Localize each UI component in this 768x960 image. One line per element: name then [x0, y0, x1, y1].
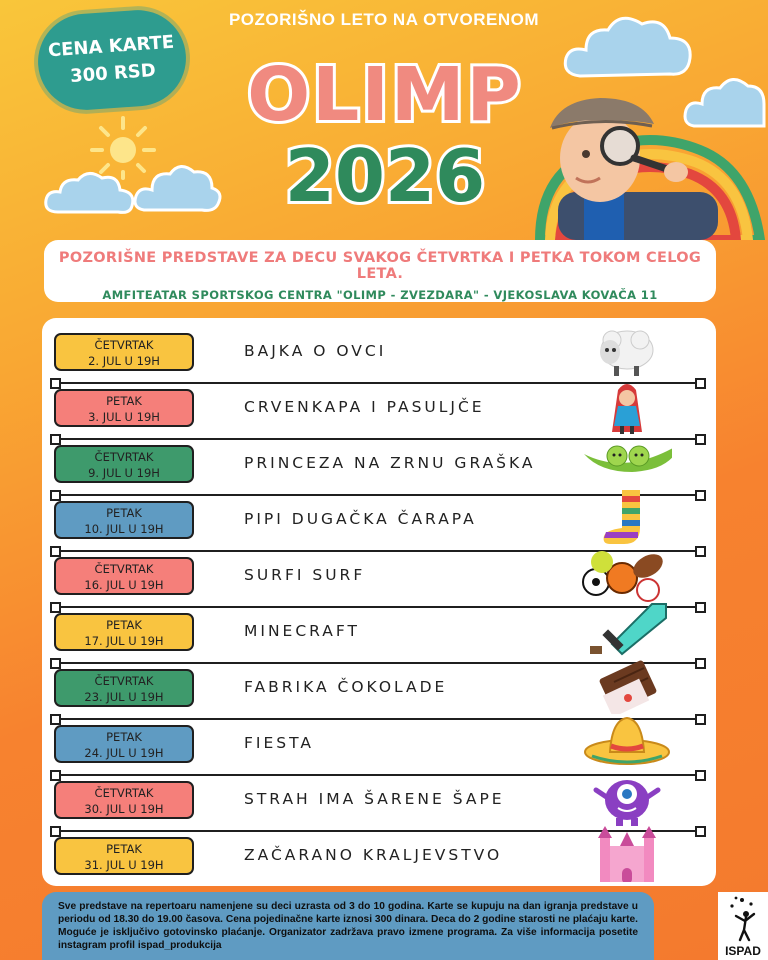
show-day: ČETVRTAK [94, 786, 154, 800]
show-date: 23. JUL U 19H [84, 690, 164, 704]
show-title: MINECRAFT [244, 622, 361, 640]
show-title: FIESTA [244, 734, 314, 752]
date-pill [54, 445, 194, 483]
monster-icon [582, 768, 672, 826]
date-pill [54, 389, 194, 427]
date-pill [54, 613, 194, 651]
info-venue: AMFITEATAR SPORTSKOG CENTRA "OLIMP - ZVEZDARA" - VJEKOSLAVA KOVAČA 11 [102, 288, 658, 302]
show-day: PETAK [106, 730, 142, 744]
program-row [42, 542, 716, 598]
date-pill [54, 333, 194, 371]
program-row [42, 374, 716, 430]
show-date: 16. JUL U 19H [84, 578, 164, 592]
chocolate-bar-icon [582, 656, 672, 714]
badge-price: 300 RSD [69, 60, 157, 87]
show-title: CRVENKAPA I PASULJČE [244, 398, 485, 416]
show-day: PETAK [106, 618, 142, 632]
show-date: 30. JUL U 19H [84, 802, 164, 816]
sheep-icon [582, 320, 672, 378]
pixel-sword-icon [582, 600, 672, 658]
striped-sock-icon [582, 488, 672, 546]
footer-note: Sve predstave na repertoaru namenjene su deci uzrasta od 3 do 10 godina. Karte se kupuju na dan igranja predstave u periodu od 18.30 do 19.00 časova. Cena pojedinačne karte iznosi 300 dinara. Deca do 2 godine starosti ne plaćaju karte. Moguće je isključivo gotovinsko plaćanje. Organizator zadržava pravo izmene programa. Za više informacija posetite instagram profil ispad_produkcija [42, 892, 654, 960]
date-pill [54, 557, 194, 595]
show-title: STRAH IMA ŠARENE ŠAPE [244, 790, 505, 808]
date-pill [54, 669, 194, 707]
program-row [42, 430, 716, 486]
show-date: 17. JUL U 19H [84, 634, 164, 648]
date-pill [54, 781, 194, 819]
program-row [42, 486, 716, 542]
castle-icon [582, 824, 672, 882]
program-row [42, 598, 716, 654]
show-day: ČETVRTAK [94, 338, 154, 352]
sombrero-icon [582, 712, 672, 770]
program-row [42, 822, 716, 878]
sun-icon [88, 112, 158, 182]
show-title: ZAČARANO KRALJEVSTVO [244, 846, 503, 864]
show-day: PETAK [106, 394, 142, 408]
red-riding-hood-icon [582, 376, 672, 434]
program-list [42, 318, 716, 886]
date-pill [54, 837, 194, 875]
program-row [42, 654, 716, 710]
show-title: PIPI DUGAČKA ČARAPA [244, 510, 477, 528]
show-date: 3. JUL U 19H [88, 410, 160, 424]
pea-pod-icon [582, 432, 672, 490]
show-day: ČETVRTAK [94, 562, 154, 576]
show-day: PETAK [106, 506, 142, 520]
show-title: FABRIKA ČOKOLADE [244, 678, 448, 696]
show-day: PETAK [106, 842, 142, 856]
juggler-icon [718, 894, 768, 944]
event-year: 2026 [284, 134, 486, 218]
show-title: SURFI SURF [244, 566, 366, 584]
show-date: 9. JUL U 19H [88, 466, 160, 480]
detective-child-photo-icon [530, 80, 768, 240]
show-title: PRINCEZA NA ZRNU GRAŠKA [244, 454, 536, 472]
show-date: 2. JUL U 19H [88, 354, 160, 368]
program-row [42, 766, 716, 822]
info-box [44, 240, 716, 302]
ticket-price-badge [35, 7, 189, 113]
logo-text: ISPAD [725, 944, 761, 958]
sports-balls-icon [582, 544, 672, 602]
show-date: 24. JUL U 19H [84, 746, 164, 760]
badge-label: CENA KARTE [47, 31, 175, 62]
info-schedule: POZORIŠNE PREDSTAVE ZA DECU SVAKOG ČETVRTKA I PETKA TOKOM CELOG LETA. [58, 250, 702, 282]
program-row [42, 318, 716, 374]
show-day: ČETVRTAK [94, 450, 154, 464]
show-day: ČETVRTAK [94, 674, 154, 688]
date-pill [54, 725, 194, 763]
program-row [42, 710, 716, 766]
show-date: 10. JUL U 19H [84, 522, 164, 536]
date-pill [54, 501, 194, 539]
show-title: BAJKA O OVCI [244, 342, 387, 360]
show-date: 31. JUL U 19H [84, 858, 164, 872]
top-title: POZORIŠNO LETO NA OTVORENOM [228, 10, 540, 29]
event-title: OLIMP [247, 52, 523, 138]
ispad-logo [718, 892, 768, 960]
